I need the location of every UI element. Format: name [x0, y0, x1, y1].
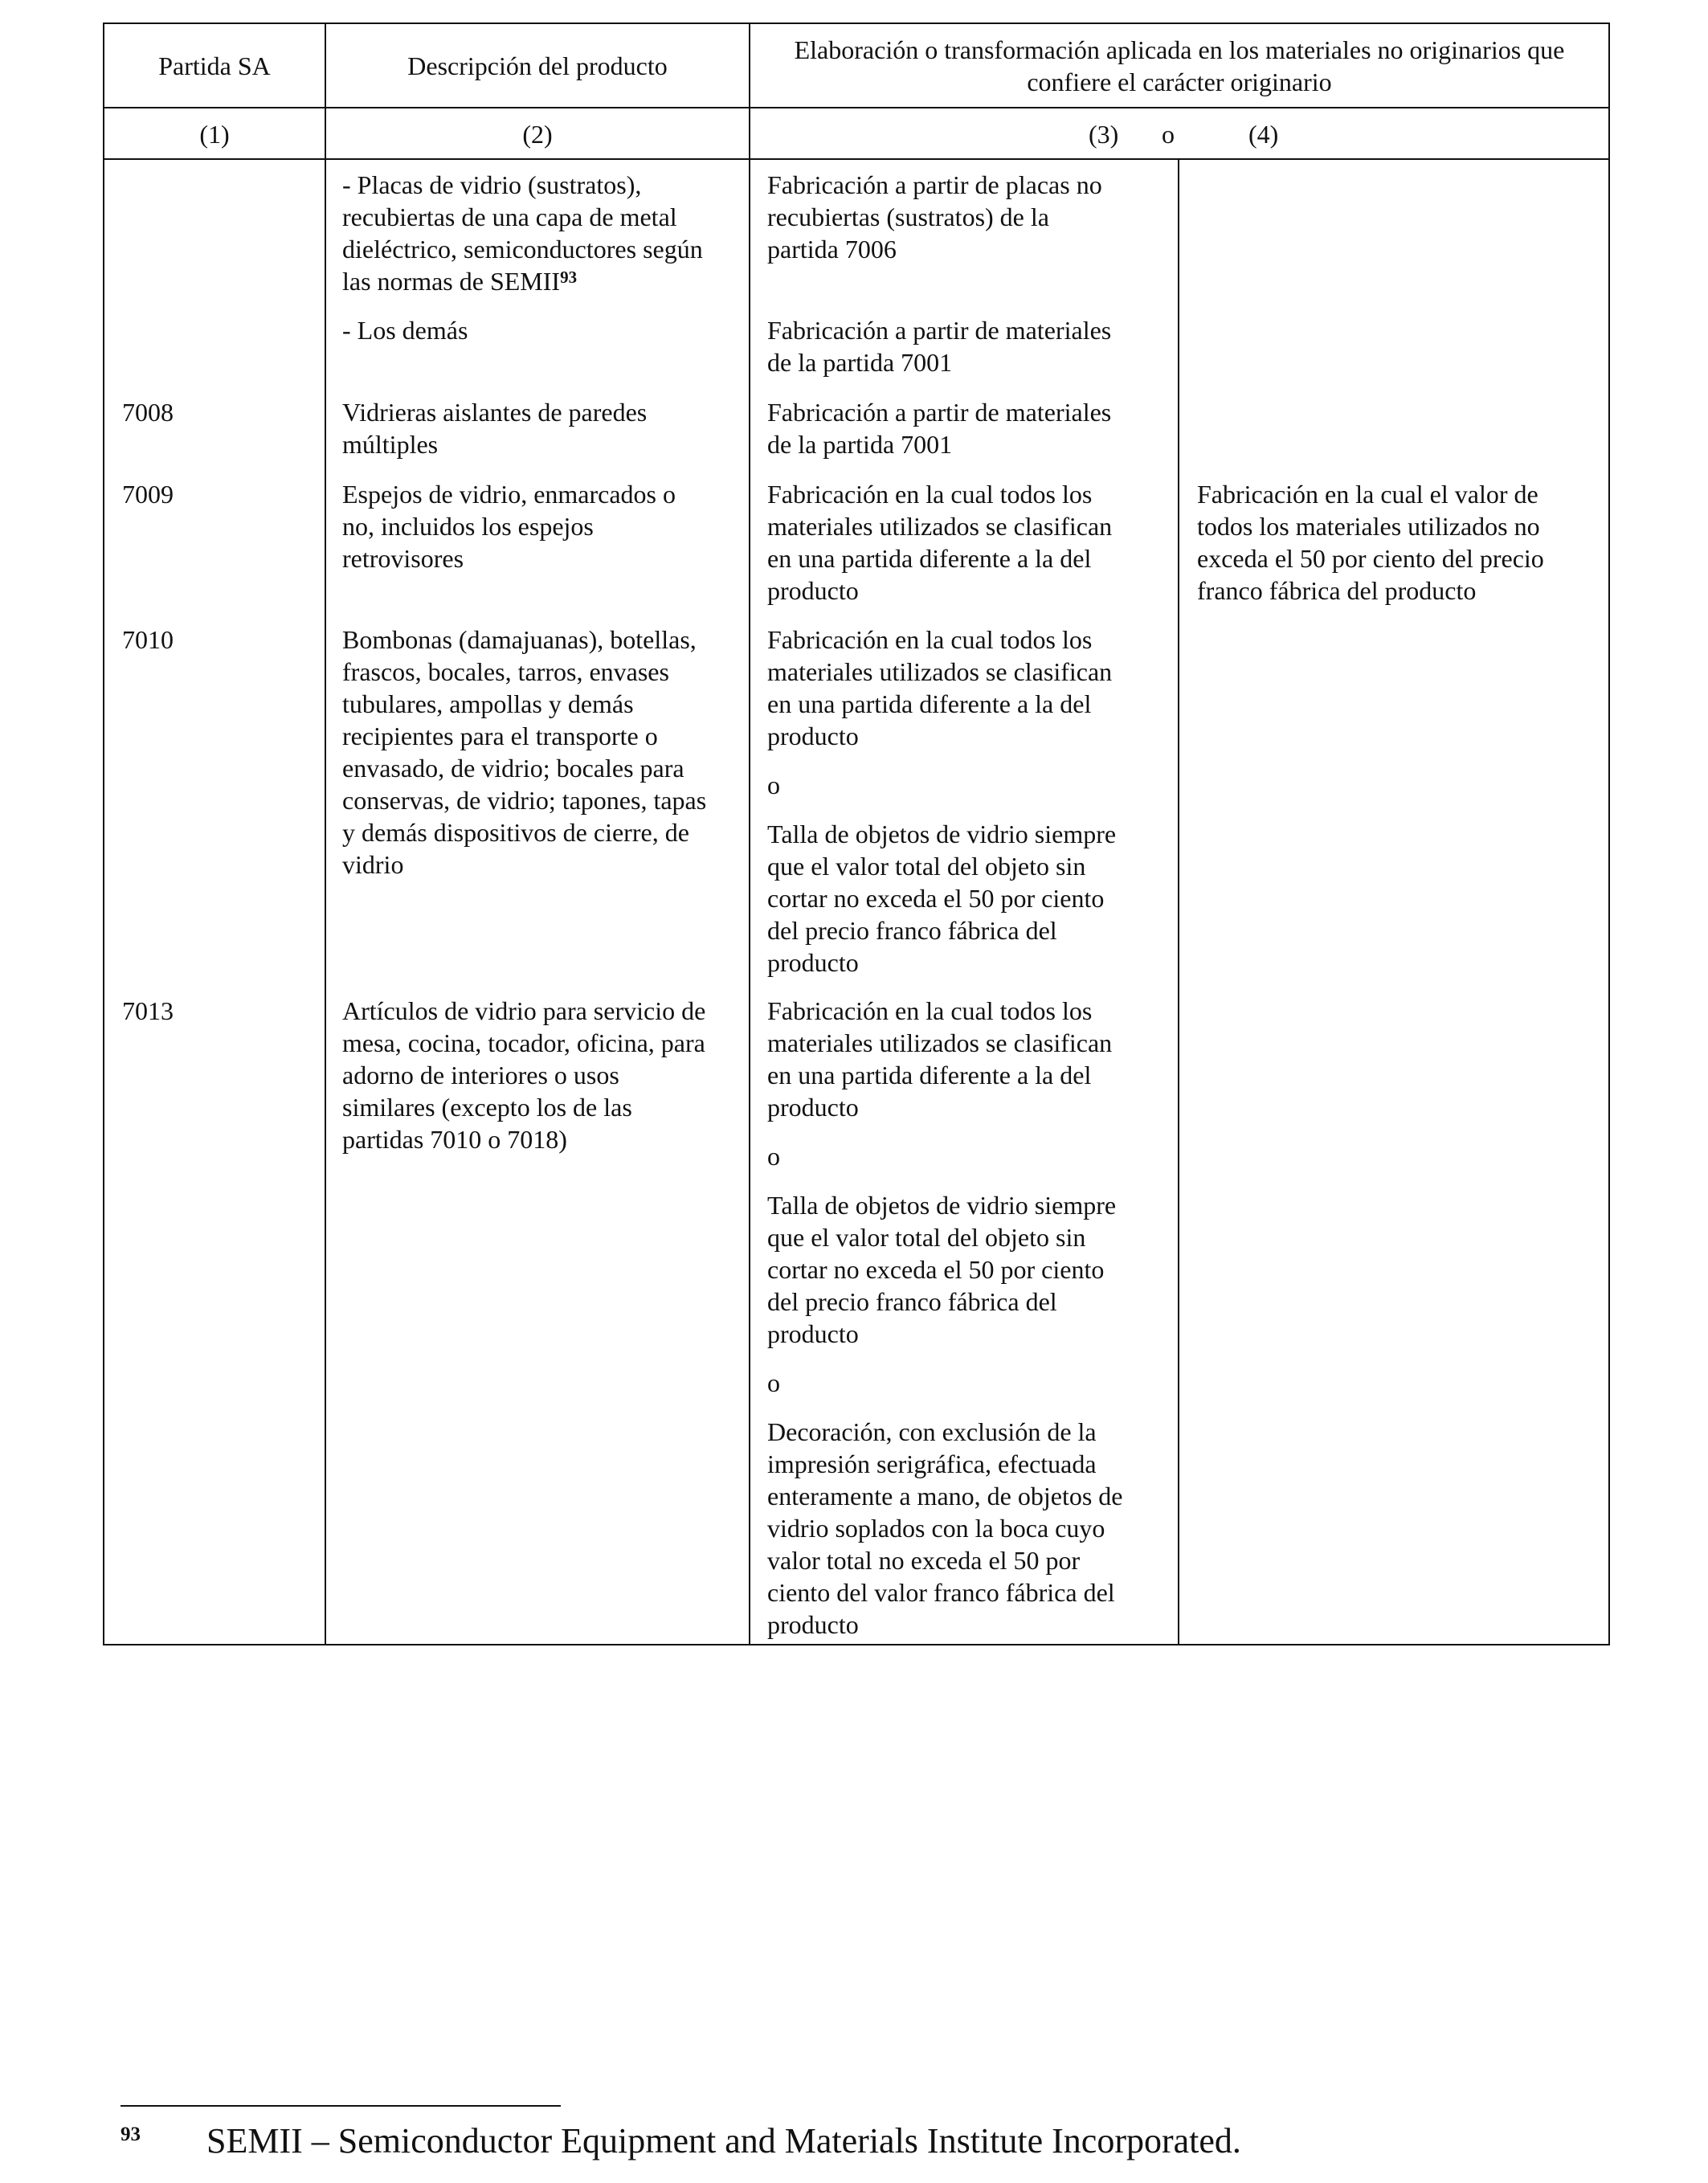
row-placas-desc: - Placas de vidrio (sustratos), recubiertas de una capa de metal dieléctrico, semiconductores según las normas de SEMII$^{93}$ [342, 170, 703, 296]
row-7013-partida: 7013 [122, 996, 174, 1025]
footnote-reference: 93 [560, 268, 578, 287]
row-7013-desc: Artículos de vidrio para servicio de mesa, cocina, tocador, oficina, para adorno de interiores o usos similares (excepto los de las partidas 7010 o 7018) [342, 996, 706, 1154]
row-7010-rule-b: Talla de objetos de vidrio siempre que el valor total del objeto sin cortar no exceda el 50 por ciento del precio franco fábrica del producto [767, 820, 1117, 977]
column-number-3: (3) [1089, 120, 1119, 149]
header-partida-sa: Partida SA [158, 51, 271, 80]
row-7013-rule-c: Decoración, con exclusión de la impresión serigráfica, efectuada enteramente a mano, de objetos de vidrio soplados con la boca cuyo valor total no exceda el 50 por ciento del valor franco fábrica del producto [767, 1417, 1123, 1639]
footnote-number: 93 [121, 2124, 141, 2145]
footnote-separator [121, 2105, 561, 2107]
row-7009-rule: Fabricación en la cual todos los materiales utilizados se clasifican en una partida diferente a la del producto [767, 480, 1113, 605]
column-number-or: o [1162, 120, 1175, 149]
header-elaboracion-line2: confiere el carácter originario [1027, 67, 1332, 96]
row-7010-desc: Bombonas (damajuanas), botellas, frascos, bocales, tarros, envases tubulares, ampollas y demás recipientes para el transporte o envasado, de vidrio; bocales para conservas, de vidrio; tapones, tapas y demás dispositivos de cierre, de vidrio [342, 625, 707, 879]
column-number-4: (4) [1248, 120, 1279, 149]
column-number-2: (2) [522, 120, 553, 149]
row-7008-desc: Vidrieras aislantes de paredes múltiples [342, 398, 648, 459]
header-elaboracion-line1: Elaboración o transformación aplicada en los materiales no originarios que [794, 35, 1565, 64]
row-7009-desc: Espejos de vidrio, enmarcados o no, incluidos los espejos retrovisores [342, 480, 676, 573]
footnote-text: SEMII – Semiconductor Equipment and Materials Institute Incorporated. [206, 2121, 1241, 2161]
row-los-demas-rule: Fabricación a partir de materiales de la partida 7001 [767, 316, 1112, 377]
row-7013-or-2: o [767, 1368, 780, 1397]
row-7013-rule-a: Fabricación en la cual todos los materiales utilizados se clasifican en una partida diferente a la del producto [767, 996, 1113, 1122]
row-7008-rule: Fabricación a partir de materiales de la partida 7001 [767, 398, 1112, 459]
row-7009-partida: 7009 [122, 480, 174, 509]
row-7010-or: o [767, 771, 780, 799]
row-7013-or-1: o [767, 1142, 780, 1171]
row-7009-alt-rule: Fabricación en la cual el valor de todos los materiales utilizados no exceda el 50 por ciento del precio franco fábrica del producto [1197, 480, 1544, 605]
row-los-demas-desc: - Los demás [342, 316, 468, 345]
row-placas-rule: Fabricación a partir de placas no recubiertas (sustratos) de la partida 7006 [767, 170, 1102, 264]
row-7010-partida: 7010 [122, 625, 174, 654]
header-descripcion: Descripción del producto [407, 51, 668, 80]
row-7013-rule-b: Talla de objetos de vidrio siempre que el valor total del objeto sin cortar no exceda el 50 por ciento del precio franco fábrica del producto [767, 1191, 1117, 1348]
row-7010-rule-a: Fabricación en la cual todos los materiales utilizados se clasifican en una partida diferente a la del producto [767, 625, 1113, 750]
column-number-1: (1) [199, 120, 230, 149]
row-7008-partida: 7008 [122, 398, 174, 427]
